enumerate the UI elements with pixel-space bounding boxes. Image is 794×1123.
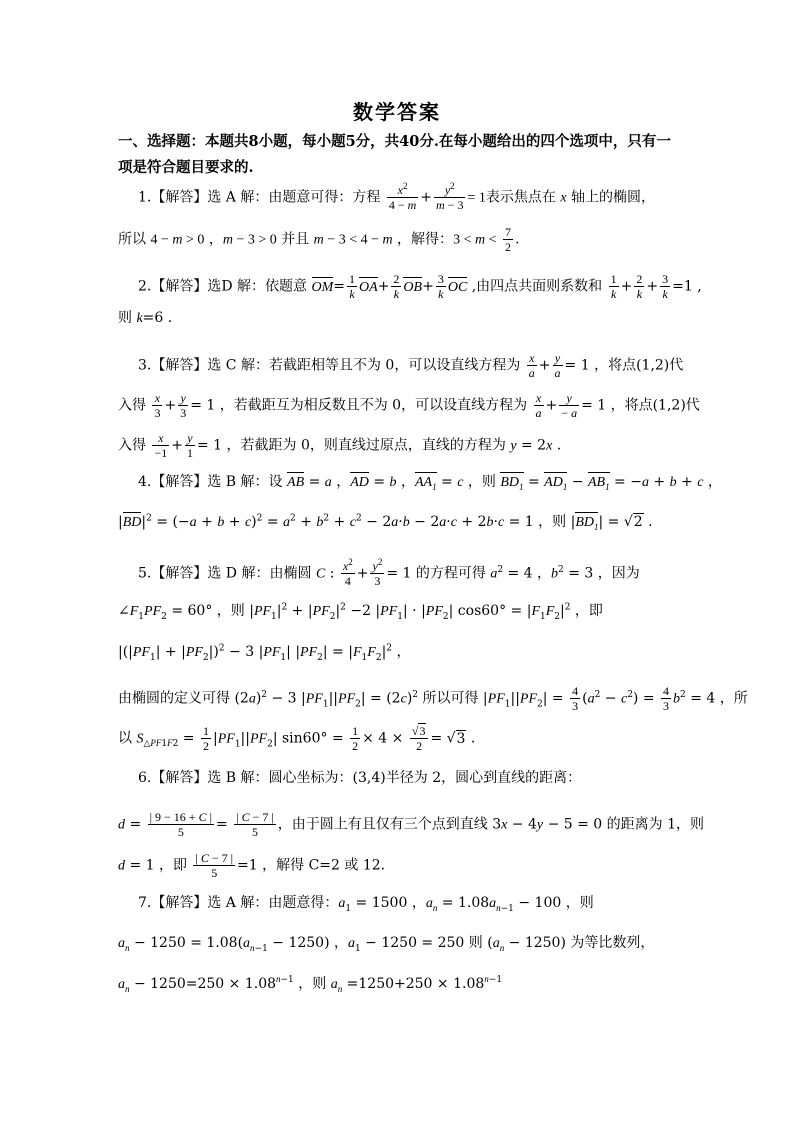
answer-5-line-2: $\angle F_1PF_2 = 60^\circ$ ，则 $|PF_1|^2 + |PF_2|^2 -2$ $|PF_1| \cdot |PF_2|$ $\cos 60^\circ = |F_1F_2|^2$ ，即 xyxy=(118,602,603,622)
answer-3-line-1: 3.【解答】选 C 解：若截距相等且不为 0，可以设直线方程为 $\frac{x}{a}$ + $\frac{y}{a}$ = 1 ，将点(1,2)代 xyxy=(138,351,684,380)
answer-6-line-3: d = 1 ，即 $\frac{| C - 7 |}{5}$ =1 ，解得 C=2 或 12. xyxy=(118,851,386,880)
answer-1-label: 1.【解答】选 A xyxy=(138,189,236,206)
answer-3-line-3: 入得 $\frac{x}{-1}$ + $\frac{y}{1}$ = 1 ，若截距为 0，则直线过原点，直线的方程为 y = 2x . xyxy=(118,431,562,460)
answer-3-line-2: 入得 $\frac{x}{3}$ + $\frac{y}{3}$ = 1 ，若截距互为相反数且不为 0，可以设直线方程为 $\frac{x}{a}$ + $\frac{y}{- a}$ = 1 ，将点(1,2)代 xyxy=(118,391,700,420)
answer-5-line-1: 5.【解答】选 D 解：由椭圆 C : $\frac{x^2}{4}$ + $\frac{y^2}{3}$ = 1 的方程可得 $a^2 = 4$ ，$b^2 = 3$ ，因为 xyxy=(138,557,640,588)
answer-7-label: 7.【解答】选 A xyxy=(138,895,236,911)
answer-5-line-5: 以 $S_{\triangle PF1F2}$ = $\frac{1}{2}$ $|PF_1||PF_2|$ sin60° = $\frac{1}{2}$ × 4 × $\frac{√3}{2}$ = √3 . xyxy=(118,724,476,753)
answer-3-label: 3.【解答】选 C xyxy=(138,357,237,374)
answer-7-line-3: $a_n - 1250=250 \times 1.08^{n-1}$ ，则 $a_n =1250+250 \times 1.08^{n-1}$ xyxy=(118,974,503,994)
answer-4-label: 4.【解答】选 B xyxy=(138,474,237,490)
answer-4-line-1: 4.【解答】选 B 解：设 AB = a ，AD = b ，$AA_1 = c$ ，则 $BD_1 = AD_1 - AB_1 = -a + b + c$ ， xyxy=(138,474,722,492)
answer-2-line-1: 2.【解答】选D 解：依题意 OM= $\frac{1}{k}$ OA+ $\frac{2}{k}$ OB+ $\frac{3}{k}$ OC ,由四点共面则系数和 $\frac{1}{k}$ + $\frac{2}{k}$ + $\frac{3}{k}$ =1 , xyxy=(138,272,702,301)
answer-6-label: 6.【解答】选 B xyxy=(138,770,237,786)
answer-5-line-4: 由椭圆的定义可得 $(2a)^2 - 3$ $|PF_1||PF_2| = (2c)^2$ 所以可得 $|PF_1||PF_2|$ = $\frac{4}{3}$ $(a^2 - c^2)$ = $\frac{4}{3}$ $b^2 = 4$ ，所 xyxy=(118,684,748,713)
answer-5-line-3: $|(|PF_1| + |PF_2|)^2 - 3$ $|PF_1|$ $|PF_2| = |F_1F_2|^2$ ， xyxy=(118,643,411,663)
page-title: 数学答案 xyxy=(353,100,441,124)
answer-1-line-2: 所以 4 − m > 0 ，m − 3 > 0 并且 m − 3 < 4 − m ，解得：3 < m < $\frac{7}{2}$ . xyxy=(118,225,520,254)
section-heading: 一、选择题：本题共8小题，每小题5分，共40分.在每小题给出的四个选项中，只有一项是符合题目要求的. xyxy=(118,133,671,176)
answer-1-line-1: 1.【解答】选 A 解：由题意可得：方程 $\frac{x^2}{4 - m}$ + $\frac{y^2}{m - 3}$ = 1表示焦点在 x 轴上的椭圆， xyxy=(138,181,655,212)
answer-6-line-1: 6.【解答】选 B 解：圆心坐标为：(3,4)半径为 2，圆心到直线的距离： xyxy=(138,770,582,786)
answer-2-label: 2.【解答】选D xyxy=(138,278,233,295)
answer-4-line-2: $|BD|^2 = (-a + b + c)^2 = a^2 + b^2 + c^2 - 2a\cdot b - 2a\cdot c + 2b\cdot c = 1$ ，则 $|BD_1| = √2$ . xyxy=(118,513,653,532)
answer-6-line-2: d = $\frac{| 9 - 16 + C |}{5}$ = $\frac{| C - 7 |}{5}$ ，由于圆上有且仅有三个点到直线 3x − 4y − 5 = 0 的距离为 1，则 xyxy=(118,810,705,839)
answer-2-line-2: 则 k=6 . xyxy=(118,310,173,326)
answer-7-line-1: 7.【解答】选 A 解：由题意得：$a_1 = 1500$ ，$a_n = 1.08a_{n-1} - 100$ ，则 xyxy=(138,895,594,914)
answer-7-line-2: $a_n - 1250 = 1.08(a_{n-1} - 1250)$ ，$a_1 - 1250 = 250$ 则 $(a_n - 1250)$ 为等比数列， xyxy=(118,935,655,954)
answer-5-label: 5.【解答】选 D xyxy=(138,565,238,582)
